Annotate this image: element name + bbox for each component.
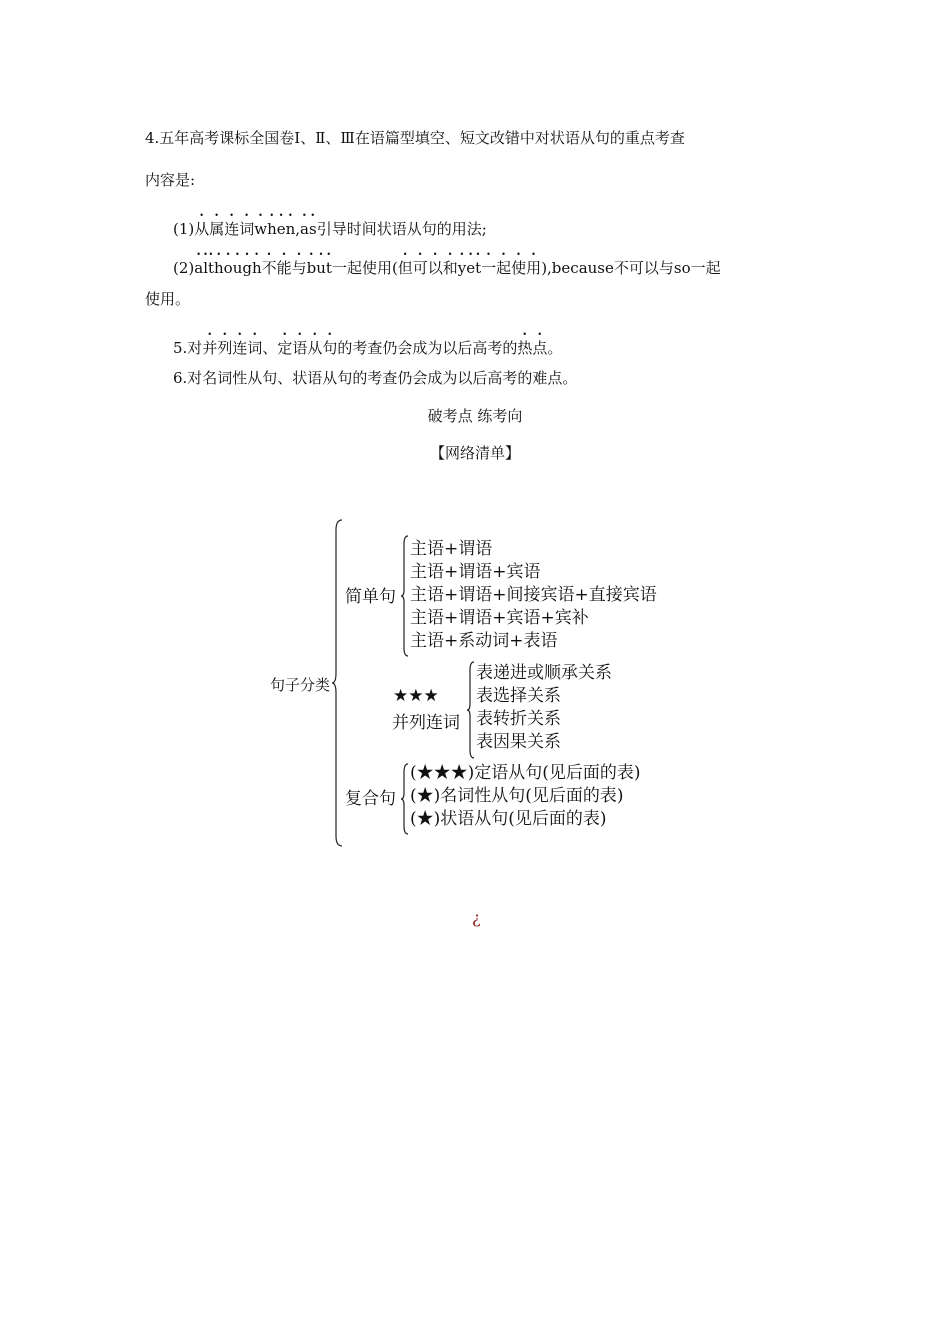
p5-emphasis-1: 并列连词 (202, 339, 263, 357)
root-brace (332, 518, 346, 848)
paragraph-6: 6.对名词性从句、状语从句的考查仍会成为以后高考的难点。 (173, 369, 578, 387)
item-2-rest: ),because不可以与so一起 (541, 259, 721, 277)
footer-mark: ¿ (472, 908, 481, 927)
coord-list (476, 662, 612, 754)
item-2-emphasis-1: although不能与but (194, 259, 332, 277)
p5-emphasis-3: 热点 (517, 339, 548, 357)
complex-sentence-label: 复合句 (345, 789, 396, 809)
simple-sentence-label: 简单句 (345, 587, 396, 607)
simple-item: 主语+谓语 (410, 539, 493, 559)
simple-item: 主语+系动词+表语 (410, 631, 558, 651)
p5-mid: 、 (262, 339, 278, 357)
paragraph-4-item-1 (173, 211, 833, 238)
complex-item: (★)状语从句(见后面的表) (410, 809, 607, 829)
p5-emphasis-2: 定语从句 (277, 339, 338, 357)
paragraph-4-line-1: 4.五年高考课标全国卷Ⅰ、Ⅱ、Ⅲ在语篇型填空、短文改错中对状语从句的重点考查 (145, 129, 685, 147)
p5-prefix: 5.对 (173, 339, 203, 357)
p5-end: 。 (547, 339, 563, 357)
complex-item: (★★★)定语从句(见后面的表) (410, 763, 641, 783)
complex-item: (★)名词性从句(见后面的表) (410, 786, 624, 806)
coord-stars: ★★★ (393, 686, 439, 706)
simple-brace (400, 534, 410, 658)
tree-root-label: 句子分类 (270, 676, 331, 694)
coord-brace (466, 660, 476, 760)
coord-item: 表因果关系 (476, 732, 561, 752)
simple-item: 主语+谓语+宾语+宾补 (410, 608, 589, 628)
simple-sentence-list (410, 538, 657, 653)
section-subtitle: 【网络清单】 (429, 444, 520, 462)
paragraph-4-item-2-line-2: 使用。 (145, 290, 191, 308)
complex-list (410, 762, 641, 831)
item-2-emphasis-2: 但可以和yet一起使用 (397, 259, 542, 277)
item-2-mid: 一起使用( (331, 259, 398, 277)
p5-rest: 的考查仍会成为以后高考的 (337, 339, 518, 357)
item-2-prefix: (2) (173, 259, 195, 277)
simple-item: 主语+谓语+间接宾语+直接宾语 (410, 585, 657, 605)
coord-item: 表转折关系 (476, 709, 561, 729)
complex-brace (400, 762, 410, 836)
coord-item: 表递进或顺承关系 (476, 663, 612, 683)
simple-item: 主语+谓语+宾语 (410, 562, 541, 582)
section-title: 破考点 练考向 (427, 407, 523, 425)
paragraph-5 (173, 330, 833, 357)
item-1-emphasis: 从属连词when,as (194, 220, 317, 238)
item-1-prefix: (1) (173, 220, 195, 238)
coordinating-conjunction-label: 并列连词 (392, 713, 460, 733)
coord-item: 表选择关系 (476, 686, 561, 706)
item-1-rest: 引导时间状语从句的用法; (316, 220, 487, 238)
paragraph-4-line-2: 内容是: (145, 171, 196, 189)
paragraph-4-item-2 (173, 250, 833, 277)
